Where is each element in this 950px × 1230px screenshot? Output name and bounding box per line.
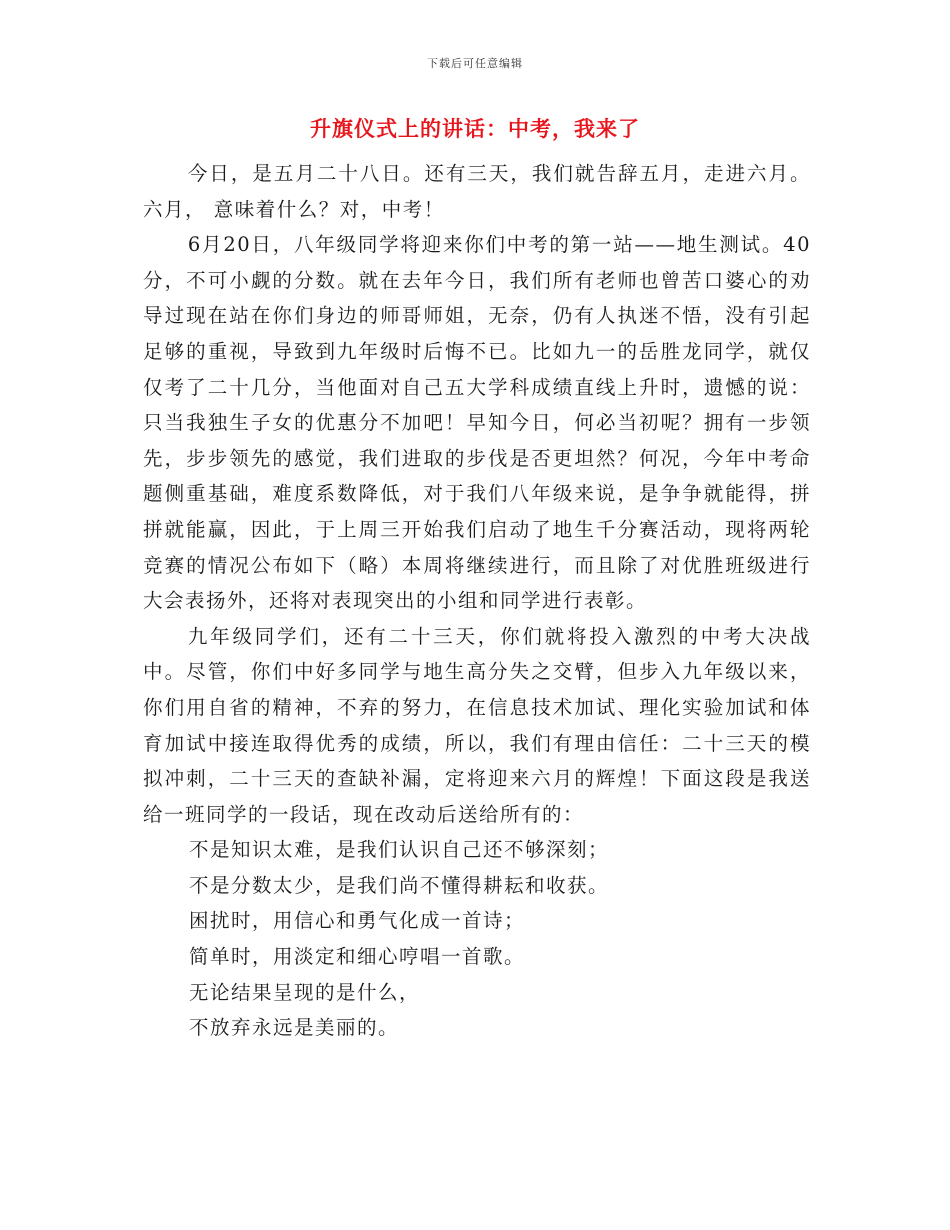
document-body xyxy=(143,156,811,1046)
poem-block xyxy=(143,832,811,1046)
poem-line: 不放弃永远是美丽的。 xyxy=(189,1016,400,1040)
poem-line: 不是分数太少，是我们尚不懂得耕耘和收获。 xyxy=(189,873,610,897)
paragraph-grade-nine: 九年级同学们，还有二十三天，你们就将投入激烈的中考大决战中。尽管，你们中好多同学与地生高分失之交臂，但步入九年级以来，你们用自省的精神，不弃的努力，在信息技术加试、理化实验加试和体育加试中接连取得优秀的成绩，所以，我们有理由信任：二十三天的模拟冲刺，二十三天的查缺补漏，定将迎来六月的辉煌！下面这段是我送给一班同学的一段话，现在改动后送给所有的： xyxy=(143,624,811,826)
poem-line: 无论结果呈现的是什么， xyxy=(189,980,421,1004)
paragraph-intro: 今日，是五月二十八日。还有三天，我们就告辞五月，走进六月。六月， 意味着什么？对，中考！ xyxy=(143,162,811,221)
page-header-note: 下载后可任意编辑 xyxy=(427,57,523,70)
paragraph-grade-eight: 6月20日，八年级同学将迎来你们中考的第一站——地生测试。40分，不可小觑的分数。就在去年今日，我们所有老师也曾苦口婆心的劝导过现在站在你们身边的师哥师姐，无奈，仍有人执迷不悟，没有引起足够的重视，导致到九年级时后悔不已。比如九一的岳胜龙同学，就仅仅考了二十几分，当他面对自己五大学科成绩直线上升时，遗憾的说：只当我独生子女的优惠分不加吧！早知今日，何必当初呢？拥有一步领先，步步领先的感觉，我们进取的步伐是否更坦然？何况，今年中考命题侧重基础，难度系数降低，对于我们八年级来说，是争争就能得，拼拼就能赢，因此，于上周三开始我们启动了地生千分赛活动，现将两轮竞赛的情况公布如下（略）本周将继续进行，而且除了对优胜班级进行大会表扬外，还将对表现突出的小组和同学进行表彰。 xyxy=(143,233,811,613)
document-title: 升旗仪式上的讲话：中考，我来了 xyxy=(310,116,640,141)
poem-line: 不是知识太难，是我们认识自己还不够深刻； xyxy=(189,838,610,862)
poem-line: 简单时，用淡定和细心哼唱一首歌。 xyxy=(189,945,526,969)
poem-line: 困扰时，用信心和勇气化成一首诗； xyxy=(189,909,526,933)
